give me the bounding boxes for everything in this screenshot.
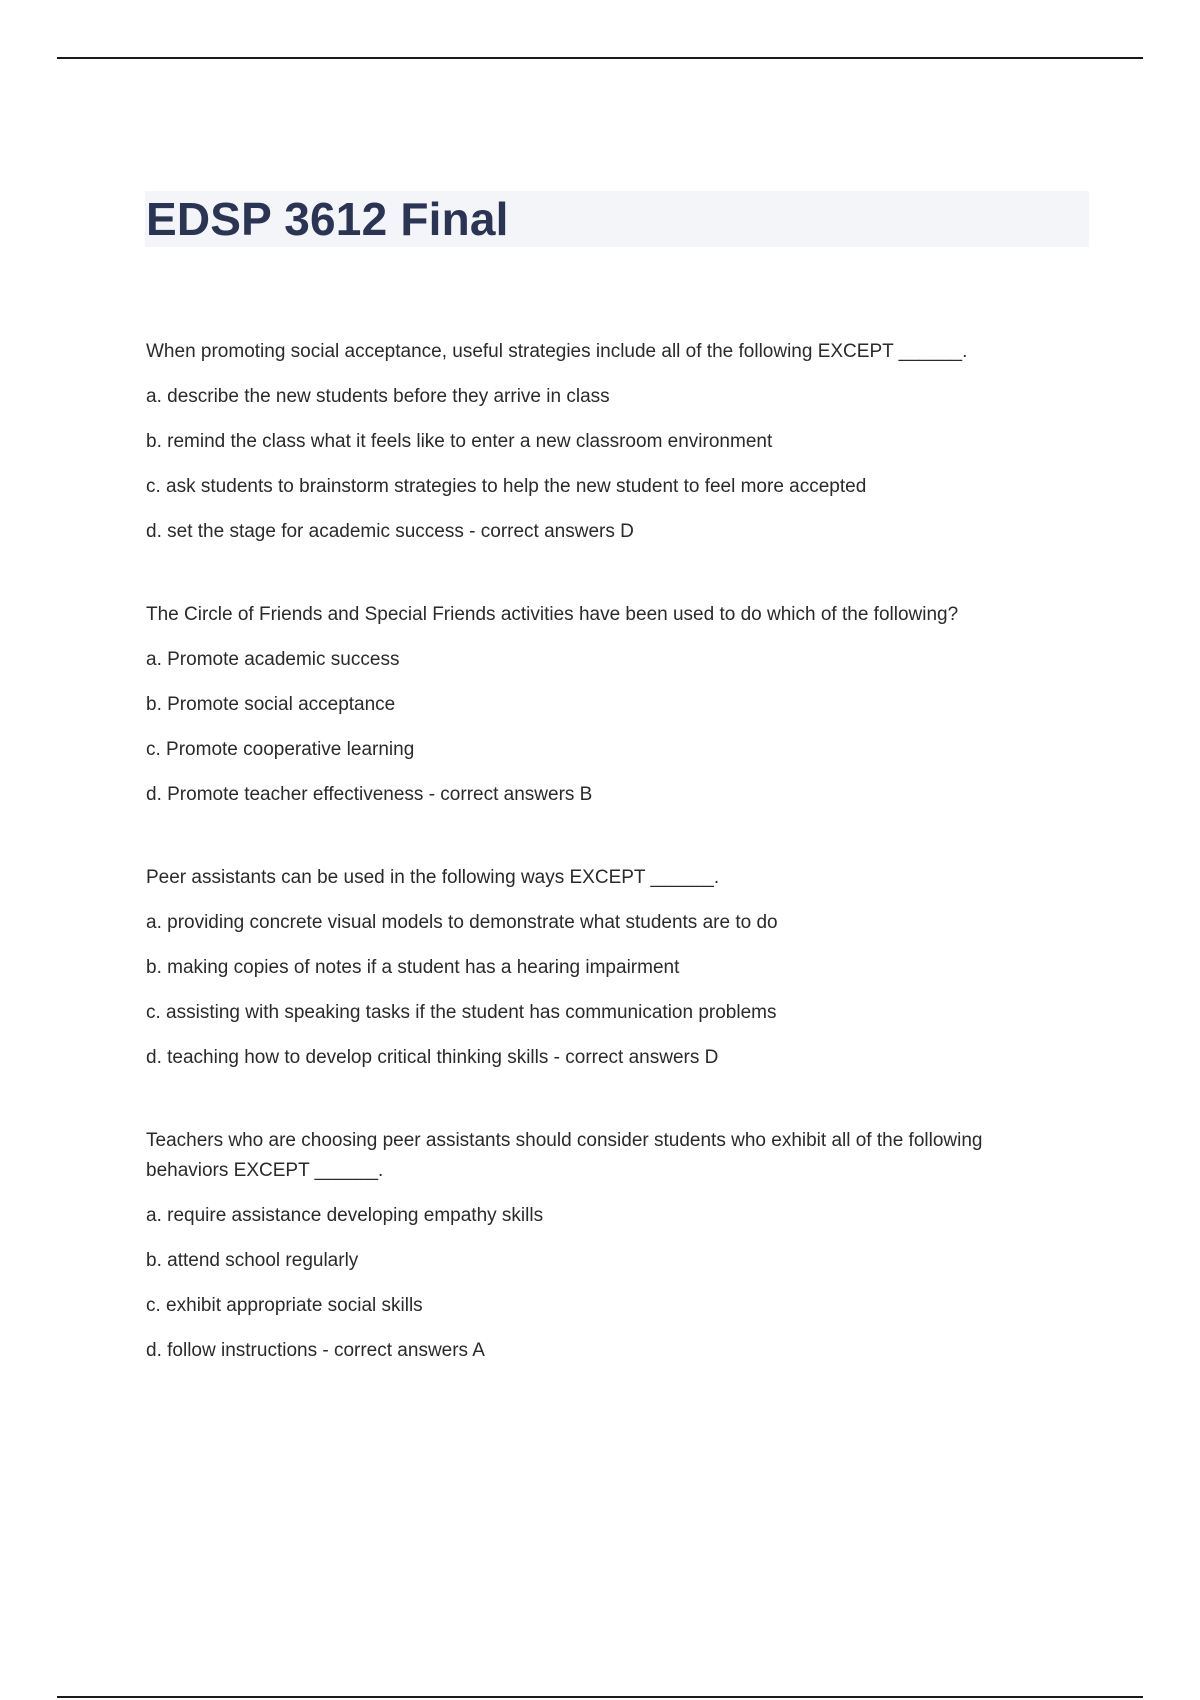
- answer-option-a: a. providing concrete visual models to demonstrate what students are to do: [146, 912, 778, 933]
- question-text: When promoting social acceptance, useful strategies include all of the following EXCEPT ______.: [146, 341, 968, 362]
- answer-option-b: b. attend school regularly: [146, 1250, 359, 1271]
- bottom-rule: [57, 1696, 1143, 1698]
- question-text: Peer assistants can be used in the following ways EXCEPT ______.: [146, 867, 720, 888]
- answer-option-d: d. set the stage for academic success - correct answers D: [146, 521, 634, 542]
- answer-option-b: b. making copies of notes if a student has a hearing impairment: [146, 957, 680, 978]
- answer-option-d: d. follow instructions - correct answers A: [146, 1340, 485, 1361]
- question-block-2: [146, 600, 1066, 810]
- answer-option-c: c. exhibit appropriate social skills: [146, 1295, 423, 1316]
- question-block-1: [146, 337, 1066, 547]
- answer-option-a: a. require assistance developing empathy skills: [146, 1205, 544, 1226]
- page-title: EDSP 3612 Final: [146, 193, 509, 245]
- top-rule: [57, 57, 1143, 59]
- answer-option-c: c. ask students to brainstorm strategies to help the new student to feel more accepted: [146, 476, 867, 497]
- answer-option-b: b. Promote social acceptance: [146, 694, 396, 715]
- answer-option-d: d. teaching how to develop critical thinking skills - correct answers D: [146, 1047, 719, 1068]
- answer-option-c: c. assisting with speaking tasks if the student has communication problems: [146, 1002, 777, 1023]
- question-list: [146, 337, 1066, 1419]
- question-text: The Circle of Friends and Special Friends activities have been used to do which of the following?: [146, 604, 959, 625]
- answer-option-a: a. Promote academic success: [146, 649, 400, 670]
- answer-option-a: a. describe the new students before they arrive in class: [146, 386, 610, 407]
- answer-option-d: d. Promote teacher effectiveness - correct answers B: [146, 784, 593, 805]
- answer-option-b: b. remind the class what it feels like to enter a new classroom environment: [146, 431, 773, 452]
- question-block-4: [146, 1126, 1066, 1366]
- question-block-3: [146, 863, 1066, 1073]
- question-text: Teachers who are choosing peer assistants should consider students who exhibit all of the following behaviors EXCEPT ______.: [146, 1130, 983, 1181]
- answer-option-c: c. Promote cooperative learning: [146, 739, 415, 760]
